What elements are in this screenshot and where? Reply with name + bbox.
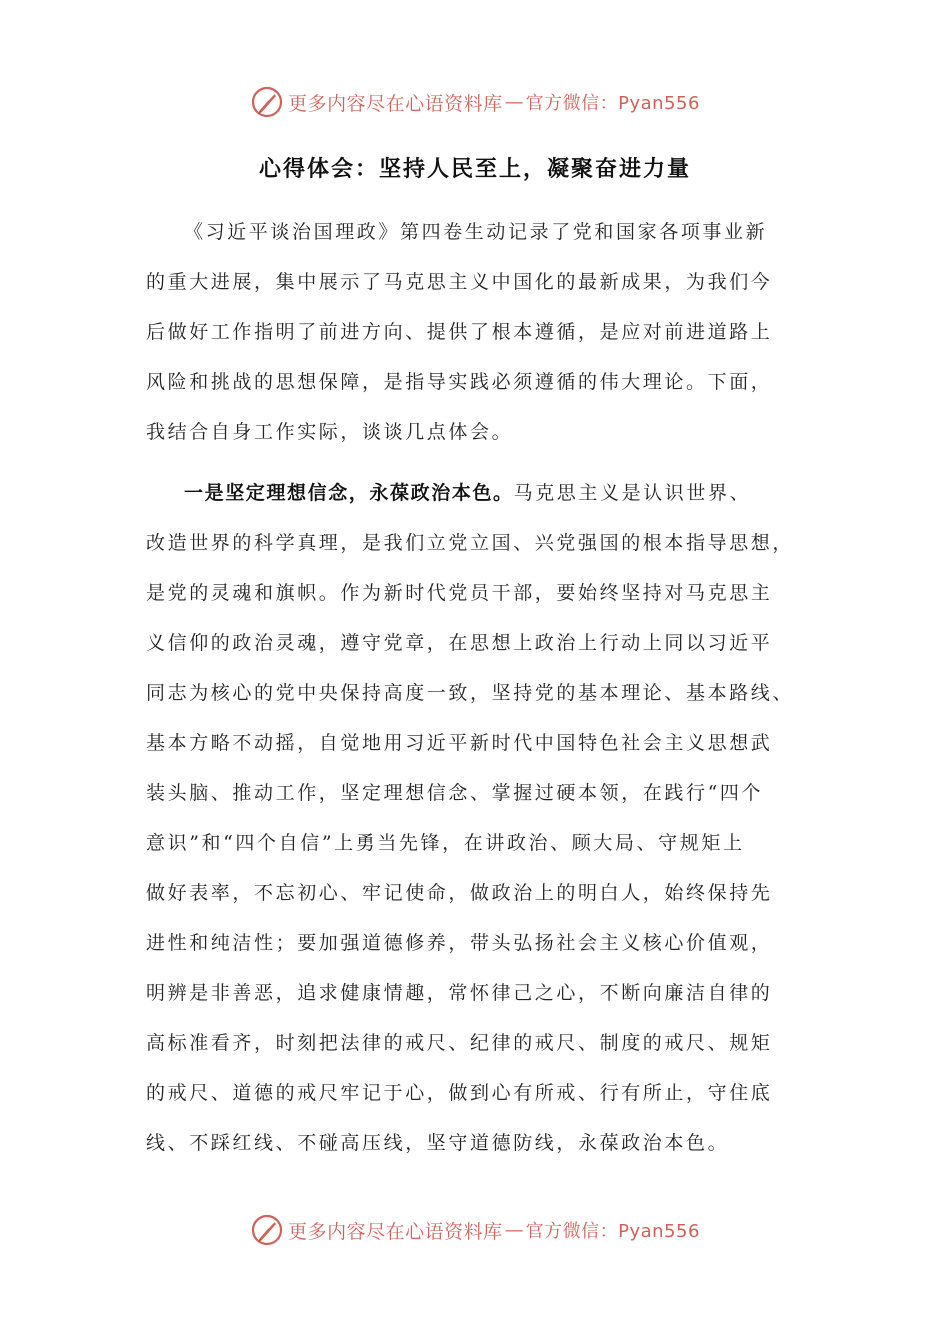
section-lead-heading: 一是坚定理想信念，永葆政治本色。 <box>184 482 514 504</box>
paragraph-line: 装头脑、推动工作，坚定理想信念、掌握过硬本领，在践行“四个 <box>146 782 764 804</box>
document-title: 心得体会：坚持人民至上，凝聚奋进力量 <box>258 157 691 182</box>
paragraph-line: 我结合自身工作实际，谈谈几点体会。 <box>146 421 514 443</box>
paragraph-line: 明辨是非善恶，追求健康情趣，常怀律己之心，不断向廉洁自律的 <box>146 982 773 1004</box>
paragraph-line: 的重大进展，集中展示了马克思主义中国化的最新成果，为我们今 <box>146 271 773 293</box>
paragraph-line: 进性和纯洁性；要加强道德修养，带头弘扬社会主义核心价值观， <box>146 932 773 954</box>
paragraph-line: 做好表率，不忘初心、牢记使命，做政治上的明白人，始终保持先 <box>146 882 773 904</box>
watermark-banner-top <box>0 82 950 122</box>
paragraph-line: 风险和挑战的思想保障，是指导实践必须遵循的伟大理论。下面， <box>146 371 773 393</box>
intro-paragraph <box>146 207 826 457</box>
paragraph-line: 义信仰的政治灵魂，遵守党章，在思想上政治上行动上同以习近平 <box>146 632 773 654</box>
watermark-banner-bottom <box>0 1210 950 1250</box>
paragraph-line: 基本方略不动摇，自觉地用习近平新时代中国特色社会主义思想武 <box>146 732 773 754</box>
paragraph-line: 后做好工作指明了前进方向、提供了根本遵循，是应对前进道路上 <box>146 321 773 343</box>
watermark-dash: — <box>504 1219 524 1241</box>
quill-pen-logo-icon <box>250 1213 284 1247</box>
watermark-dash: — <box>504 91 524 113</box>
section-one-paragraph <box>146 468 826 1168</box>
watermark-brand-text: 更多内容尽在心语资料库 <box>288 1220 503 1243</box>
paragraph-line-rest: 马克思主义是认识世界、 <box>513 482 752 504</box>
paragraph-line: 是党的灵魂和旗帜。作为新时代党员干部，要始终坚持对马克思主 <box>146 582 773 604</box>
quill-pen-logo-icon <box>250 85 284 119</box>
paragraph-first-line <box>146 468 826 518</box>
watermark-contact-text: 官方微信：Pyan556 <box>525 93 700 114</box>
watermark-brand-text: 更多内容尽在心语资料库 <box>288 92 503 115</box>
paragraph-line: 《习近平谈治国理政》第四卷生动记录了党和国家各项事业新 <box>184 221 768 243</box>
paragraph-line: 线、不踩红线、不碰高压线，坚守道德防线，永葆政治本色。 <box>146 1132 730 1154</box>
watermark-contact-text: 官方微信：Pyan556 <box>525 1221 700 1242</box>
paragraph-line: 高标准看齐，时刻把法律的戒尺、纪律的戒尺、制度的戒尺、规矩 <box>146 1032 773 1054</box>
paragraph-line: 同志为核心的党中央保持高度一致，坚持党的基本理论、基本路线、 <box>146 682 795 704</box>
paragraph-line: 意识”和“四个自信”上勇当先锋，在讲政治、顾大局、守规矩上 <box>146 832 745 854</box>
paragraph-line: 的戒尺、道德的戒尺牢记于心，做到心有所戒、行有所止，守住底 <box>146 1082 773 1104</box>
paragraph-line: 改造世界的科学真理，是我们立党立国、兴党强国的根本指导思想， <box>146 532 795 554</box>
